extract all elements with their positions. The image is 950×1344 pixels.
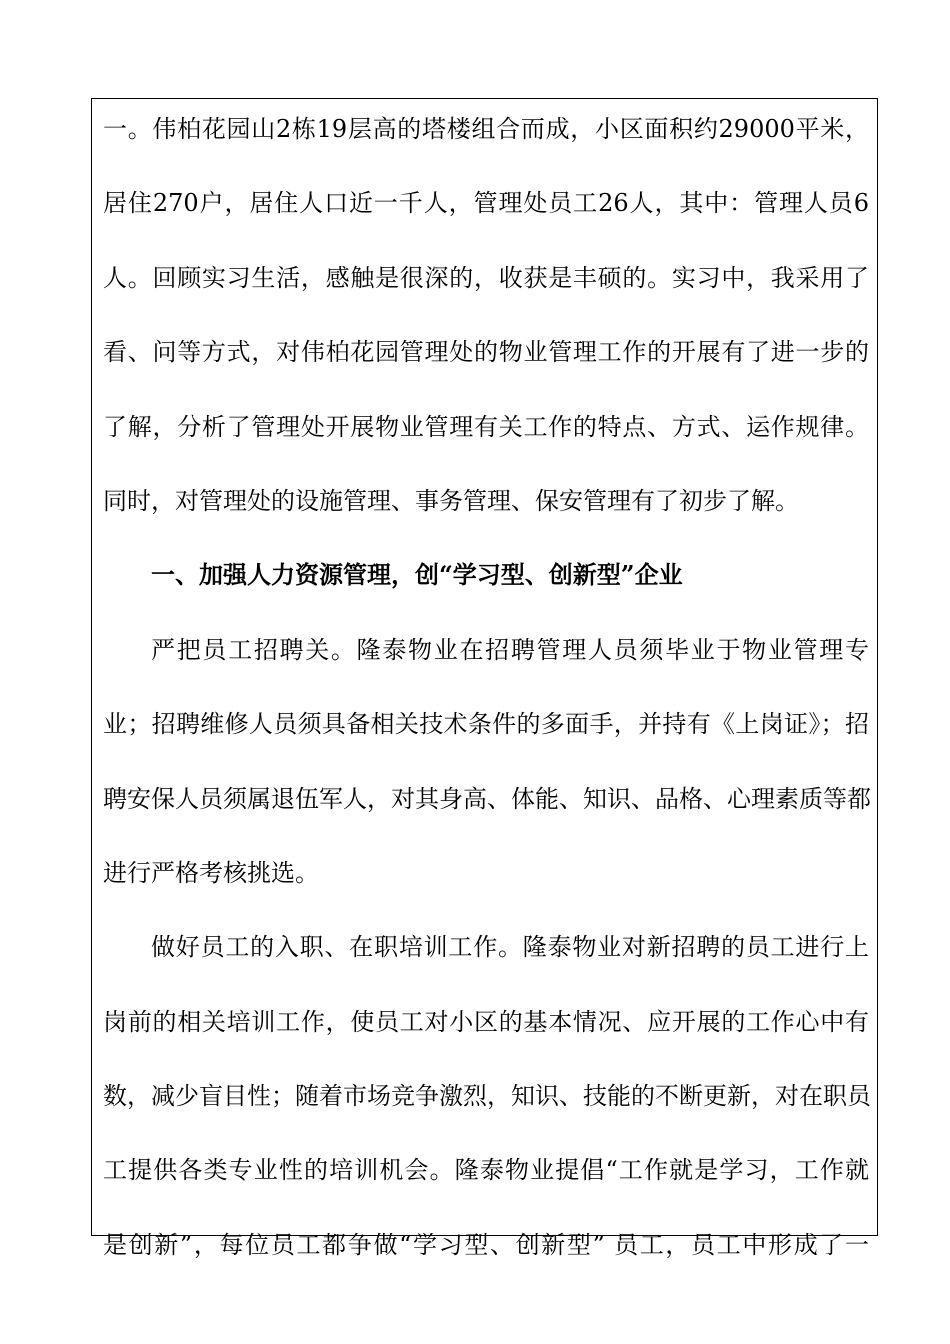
body-text-line: 聘安保人员须属退伍军人，对其身高、体能、知识、品格、心理素质等都	[103, 784, 871, 813]
paragraph-first-line: 做好员工的入职、在职培训工作。隆泰物业对新招聘的员工进行上	[151, 933, 869, 962]
body-text-line: 居住270户，居住人口近一千人，管理处员工26人，其中：管理人员6	[103, 189, 869, 218]
document-body	[103, 103, 869, 1293]
body-text-line: 是创新”，每位员工都争做“学习型、创新型” 员工，员工中形成了一	[103, 1230, 869, 1259]
paragraph-first-line: 严把员工招聘关。隆泰物业在招聘管理人员须毕业于物业管理专	[151, 635, 869, 664]
body-text-line: 了解，分析了管理处开展物业管理有关工作的特点、方式、运作规律。	[103, 412, 869, 441]
body-text-line: 进行严格考核挑选。	[103, 858, 319, 887]
body-text-line: 岗前的相关培训工作，使员工对小区的基本情况、应开展的工作心中有	[103, 1007, 869, 1036]
section-heading: 一、加强人力资源管理，创“学习型、创新型”企业	[151, 560, 683, 590]
body-text-line: 看、问等方式，对伟柏花园管理处的物业管理工作的开展有了进一步的	[103, 338, 869, 367]
body-text-line: 数，减少盲目性；随着市场竞争激烈，知识、技能的不断更新，对在职员	[103, 1082, 871, 1111]
body-text-line: 一。伟柏花园山2栋19层高的塔楼组合而成，小区面积约29000平米，	[103, 115, 869, 143]
document-frame	[91, 98, 878, 1259]
body-text-line: 同时，对管理处的设施管理、事务管理、保安管理有了初步了解。	[103, 486, 799, 515]
body-text-line: 人。回顾实习生活，感触是很深的，收获是丰硕的。实习中，我采用了	[103, 263, 869, 292]
body-text-line: 工提供各类专业性的培训机会。隆泰物业提倡“工作就是学习，工作就	[103, 1156, 869, 1185]
body-text-line: 业；招聘维修人员须具备相关技术条件的多面手，并持有《上岗证》；招	[103, 710, 869, 739]
